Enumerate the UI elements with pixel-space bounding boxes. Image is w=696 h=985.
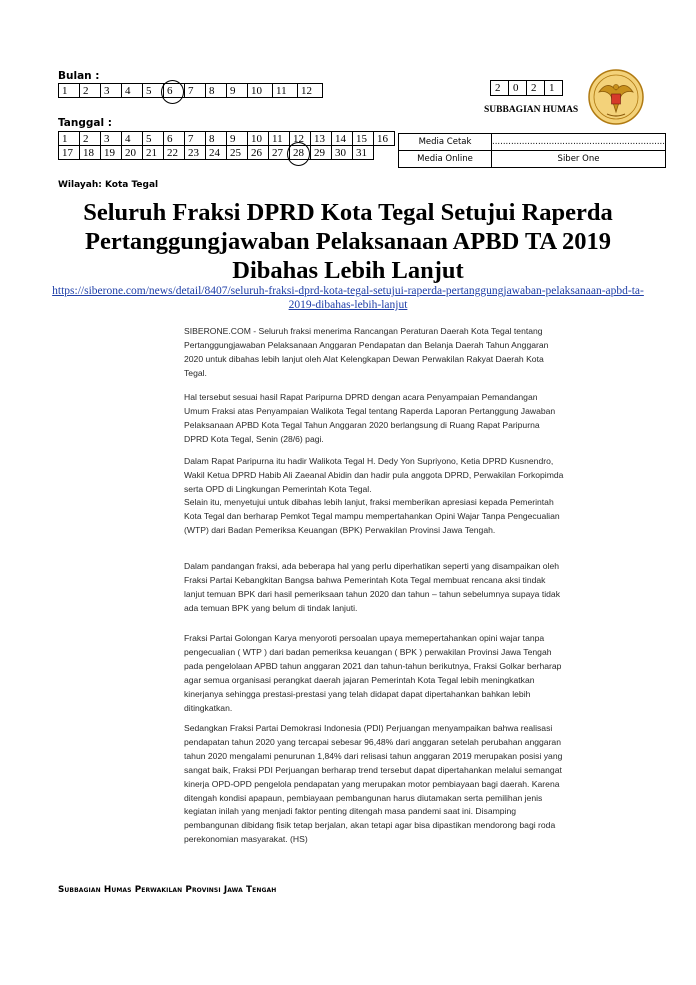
bulan-label: Bulan : (58, 70, 100, 82)
cell-21: 21 (143, 146, 164, 160)
cell-23: 23 (185, 146, 206, 160)
cell-4: 4 (122, 132, 143, 146)
cell-6: 6 (164, 132, 185, 146)
cell-30: 30 (332, 146, 353, 160)
bulan-table (58, 83, 323, 98)
cell-13: 13 (311, 132, 332, 146)
cell-19: 19 (101, 146, 122, 160)
cell-12: 12 (290, 132, 311, 146)
cell-11: 11 (269, 132, 290, 146)
tanggal-table (58, 131, 395, 160)
cell-10: 10 (248, 84, 273, 98)
article-paragraph: Hal tersebut sesuai hasil Rapat Paripurna DPRD dengan acara Penyampaian Pemandangan Umum Fraksi atas Penyampaian Walikota Tegal tentang Raperda Laporan Pertanggung Jawaban Pelaksanaan APBD Kota Tegal Tahun Anggaran 2020 berlangsung di Ruang Rapat Paripurna DPRD Kota Tegal, Senin (28/6) pagi. (184, 392, 556, 444)
cell-10: 10 (248, 132, 269, 146)
cell-3: 3 (101, 84, 122, 98)
cell-28: 28 (290, 146, 311, 160)
cell-22: 22 (164, 146, 185, 160)
article-paragraph: Dalam Rapat Paripurna itu hadir Walikota Tegal H. Dedy Yon Supriyono, Ketia DPRD Kusnendro, Wakil Ketua DPRD Habib Ali Zaeanal Abidin dan hadir pula anggota DPRD, Perwakilan Forkopimda serta OPD di Lingkungan Pemerintah Kota Tegal. (184, 456, 564, 494)
cell-2: 2 (527, 81, 545, 96)
article-paragraph: Selain itu, menyetujui untuk dibahas lebih lanjut, fraksi memberikan apresiasi kepada Pemerintah Kota Tegal dan berharap Pemkot Tegal mampu mempertahankan Opini Wajar Tanpa Pengecualian (WTP) dari Badan Pemeriksa Keuangan (BPK) Perwakilan Provinsi Jawa Tengah. (184, 497, 560, 535)
cell-12: 12 (298, 84, 323, 98)
garuda-emblem-icon (585, 68, 647, 126)
cell-26: 26 (248, 146, 269, 160)
cell-14: 14 (332, 132, 353, 146)
cell-17: 17 (59, 146, 80, 160)
wilayah-label: Wilayah: Kota Tegal (58, 180, 159, 190)
cell-29: 29 (311, 146, 332, 160)
cell-8: 8 (206, 132, 227, 146)
cell-2: 2 (491, 81, 509, 96)
cell-6: 6 (164, 84, 185, 98)
media-row (399, 134, 666, 151)
cell-8: 8 (206, 84, 227, 98)
footer-label: Subbagian Humas Perwakilan Provinsi Jawa Tengah (58, 885, 277, 895)
cell-0: 0 (509, 81, 527, 96)
subbagian-label: SUBBAGIAN HUMAS (484, 105, 579, 115)
cell-2: 2 (80, 132, 101, 146)
cell-25: 25 (227, 146, 248, 160)
cell-4: 4 (122, 84, 143, 98)
cell-1: 1 (545, 81, 563, 96)
cell-7: 7 (185, 84, 206, 98)
cell-9: 9 (227, 84, 248, 98)
media-label: Media Cetak (399, 134, 492, 151)
year-table (490, 80, 563, 96)
cell-27: 27 (269, 146, 290, 160)
cell-31: 31 (353, 146, 374, 160)
cell-24: 24 (206, 146, 227, 160)
cell-16: 16 (374, 132, 395, 146)
article-paragraph: Sedangkan Fraksi Partai Demokrasi Indonesia (PDI) Perjuangan menyampaikan bahwa realisasi pendapatan tahun 2020 yang tercapai sebesar 96,48% dari anggaran setelah perubahan anggaran tahun 2020 mengalami penurunan 1,84% dari relisasi tahun anggaran 2019 merupakan posisi yang sangat baik, Fraksi PDI Perjuangan berharap trend tersebut dapat dipertahankan melalui semangat kinerja OPD-OPD pengelola pendapatan yang merupakan motor pembiayaan bagi daerah. Karena ditengah kondisi apapaun, pembiayaan pembangunan harus diutamakan serta pemilihan jenis kegiatan inilah yang menjadi faktor penting ditengah masa pandemi saat ini. Disamping pembangunan dibidang fisik tetap berjalan, akan tetapi agar bisa dipastikan mendorong bagi roda perekonomian masyarakat. (HS) (184, 723, 563, 845)
article-url-link[interactable]: https://siberone.com/news/detail/8407/seluruh-fraksi-dprd-kota-tegal-setujui-raperda-pertanggungjawaban-pelaksanaan-apbd-ta-2019-dibahas-lebih-lanjut (52, 285, 644, 311)
tanggal-label: Tanggal : (58, 117, 112, 129)
cell-2: 2 (80, 84, 101, 98)
article-paragraph: Dalam pandangan fraksi, ada beberapa hal yang perlu diperhatikan seperti yang disampaikan oleh Fraksi Partai Kebangkitan Bangsa bahwa Pemerintah Kota Tegal membuat rencana aksi tindak lanjut temuan BPK dari hasil pemeriksaan tahun 2020 dan tahun – tahun sebelumnya supaya tidak ada temuan BPK yang belum di tindak lanjuti. (184, 561, 560, 613)
cell-15: 15 (353, 132, 374, 146)
article-paragraph: SIBERONE.COM - Seluruh fraksi menerima Rancangan Peraturan Daerah Kota Tegal tentang Pertanggungjawaban Pelaksanaan Anggaran Pendapatan dan Belanja Daerah Tahun Anggaran 2020 untuk dibahas lebih lanjut oleh Alat Kelengkapan Dewan Perwakilan Rakyat Daerah Kota Tegal. (184, 326, 549, 378)
media-value: Siber One (492, 151, 666, 168)
cell-3: 3 (101, 132, 122, 146)
media-table (398, 133, 666, 168)
cell-20: 20 (122, 146, 143, 160)
media-label: Media Online (399, 151, 492, 168)
article-title: Seluruh Fraksi DPRD Kota Tegal Setujui Raperda Pertanggungjawaban Pelaksanaan APBD TA 2019 Dibahas Lebih Lanjut (83, 199, 613, 284)
cell-5: 5 (143, 132, 164, 146)
media-value: ................................................................ (492, 134, 666, 151)
cell-9: 9 (227, 132, 248, 146)
cell-11: 11 (273, 84, 298, 98)
cell-1: 1 (59, 132, 80, 146)
cell-7: 7 (185, 132, 206, 146)
cell-1: 1 (59, 84, 80, 98)
article-paragraph: Fraksi Partai Golongan Karya menyoroti persoalan upaya memepertahankan opini wajar tanpa pengecualian ( WTP ) dari badan pemeriksa keuangan ( BPK ) perwakilan Provinsi Jawa Tengah pada pengelolaan APBD tahun anggaran 2021 dan tahun-tahun berikutnya, Fraksi Golkar berharap agar semua organisasi perangkat daerah jajaran Pemerintah Kota Tegal lebih meningkatkan kinerjanya sehingga prestasi-prestasi yang telah didapat dapat dipertahankan bahkan lebih ditingkatkan. (184, 633, 562, 713)
cell-18: 18 (80, 146, 101, 160)
media-row (399, 151, 666, 168)
cell-5: 5 (143, 84, 164, 98)
